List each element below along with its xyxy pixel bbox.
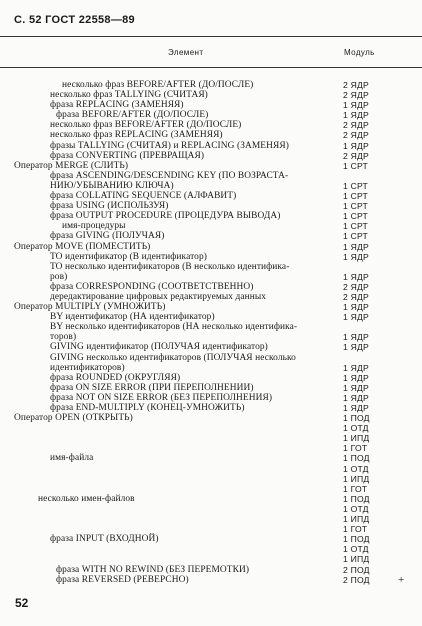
table-row — [0, 312, 422, 322]
module-value: 1 ГОТ — [343, 443, 368, 454]
module-value: 2 ЯДР — [343, 80, 369, 90]
module-value: 1 ЯДР — [343, 403, 369, 413]
table-row — [0, 353, 422, 363]
table-row — [0, 272, 422, 282]
element-text: фраза BEFORE/AFTER (ДО/ПОСЛЕ) — [56, 110, 209, 121]
table-row — [0, 201, 422, 211]
element-text: BY несколько идентификаторов (НА несколько идентифика- — [50, 322, 298, 333]
element-text: фраза REVERSED (РЕВЕРСНО) — [56, 574, 189, 585]
table-row — [0, 282, 422, 292]
module-value: 1 ЯДР — [343, 110, 369, 121]
table-row — [0, 242, 422, 252]
table-row — [0, 453, 422, 463]
module-value: 1 ГОТ — [343, 483, 368, 494]
element-text: BY идентификатор (НА идентификатор) — [50, 312, 215, 323]
table-row — [0, 171, 422, 181]
table-row — [0, 373, 422, 383]
module-value: 1 СРТ — [343, 180, 368, 191]
module-value: 2 ЯДР — [343, 150, 369, 161]
table-row — [0, 130, 422, 140]
module-value: 1 ПОД — [343, 413, 370, 424]
element-text: фразы TALLYING (СЧИТАЯ) и REPLACING (ЗАМЕНЯЯ) — [50, 140, 289, 151]
element-text: идентификаторов) — [50, 362, 125, 373]
module-value: 1 СРТ — [343, 231, 368, 242]
element-text: фраза INPUT (ВХОДНОЙ) — [50, 534, 159, 545]
module-value: 1 ПОД — [343, 534, 370, 545]
element-text: фраза ROUNDED (ОКРУГЛЯЯ) — [50, 372, 181, 383]
page-number: 52 — [15, 596, 29, 610]
module-value: 1 ОТД — [343, 463, 369, 474]
table-row — [0, 524, 422, 534]
table-body — [0, 80, 422, 585]
table-row — [0, 100, 422, 110]
module-value: 1 ОТД — [343, 423, 369, 434]
module-value: 1 ЯДР — [343, 392, 369, 403]
element-text: GIVING несколько идентификаторов (ПОЛУЧАЯ несколько — [50, 352, 296, 363]
element-text: фраза CORRESPONDING (СООТВЕТСТВЕННО) — [50, 281, 254, 292]
element-text: фраза WITH NO REWIND (БЕЗ ПЕРЕМОТКИ) — [56, 564, 250, 575]
table-row — [0, 423, 422, 433]
table-row — [0, 544, 422, 554]
module-value: 1 ЯДР — [343, 372, 369, 383]
element-text: торов) — [50, 332, 77, 343]
module-value: 1 ЯДР — [343, 312, 369, 323]
table-row — [0, 474, 422, 484]
element-text: несколько фраз BEFORE/AFTER (ДО/ПОСЛЕ) — [62, 80, 254, 90]
module-value: 1 ИПД — [343, 514, 370, 525]
table-row — [0, 80, 422, 90]
module-value: 1 ЯДР — [343, 362, 369, 373]
element-text: фраза NOT ON SIZE ERROR (БЕЗ ПЕРЕПОЛНЕНИЯ) — [50, 392, 273, 403]
module-value: 2 ЯДР — [343, 291, 369, 302]
module-value: 2 ПОД — [343, 574, 370, 585]
element-text: Оператор OPEN (ОТКРЫТЬ) — [14, 413, 133, 424]
module-value: 1 ЯДР — [343, 271, 369, 282]
table-row — [0, 211, 422, 221]
table-row — [0, 575, 422, 585]
module-value: 1 ПОД — [343, 453, 370, 464]
element-text: фраза ON SIZE ERROR (ПРИ ПЕРЕПОЛНЕНИИ) — [50, 382, 254, 393]
table-top-rule — [0, 36, 422, 37]
element-text: фраза CONVERTING (ПРЕВРАЩАЯ) — [50, 150, 205, 161]
table-row — [0, 231, 422, 241]
module-value: 1 ЯДР — [343, 241, 369, 252]
element-text: TO несколько идентификаторов (В несколько идентифика- — [50, 261, 290, 272]
module-value: 1 ОТД — [343, 544, 369, 555]
table-row — [0, 494, 422, 504]
module-value: 1 СРТ — [343, 191, 368, 202]
table-row — [0, 363, 422, 373]
module-value: 1 ЯДР — [343, 382, 369, 393]
element-text: TO идентификатор (В идентификатор) — [50, 251, 207, 262]
module-value: 1 СРТ — [343, 160, 368, 171]
page-header: С. 52 ГОСТ 22558—89 — [14, 14, 135, 26]
table-row — [0, 514, 422, 524]
table-row — [0, 292, 422, 302]
element-text: Оператор MULTIPLY (УМНОЖИТЬ) — [14, 302, 166, 313]
module-value: 1 ИПД — [343, 433, 370, 444]
table-row — [0, 433, 422, 443]
module-value: 1 ЯДР — [343, 332, 369, 343]
element-text: фраза USING (ИСПОЛЬЗУЯ) — [50, 201, 169, 212]
table-row — [0, 403, 422, 413]
table-row — [0, 262, 422, 272]
module-value: 1 ЯДР — [343, 251, 369, 262]
element-text: Оператор MERGE (СЛИТЬ) — [14, 160, 129, 171]
element-text: несколько фраз TALLYING (СЧИТАЯ) — [50, 90, 208, 101]
table-row — [0, 565, 422, 575]
table-row — [0, 221, 422, 231]
module-value: 1 ЯДР — [343, 140, 369, 151]
element-text: несколько имен-файлов — [38, 493, 135, 504]
table-row — [0, 484, 422, 494]
element-text: НИЮ/УБЫВАНИЮ КЛЮЧА) — [50, 180, 174, 191]
module-value: 2 ЯДР — [343, 281, 369, 292]
element-text: фраза ASCENDING/DESCENDING KEY (ПО ВОЗРАСТА- — [50, 170, 289, 181]
element-text: фраза OUTPUT PROCEDURE (ПРОЦЕДУРА ВЫВОДА) — [50, 211, 281, 222]
module-value: 1 СРТ — [343, 211, 368, 222]
table-row — [0, 90, 422, 100]
table-row — [0, 393, 422, 403]
element-text: фраза REPLACING (ЗАМЕНЯЯ) — [50, 100, 184, 111]
element-text: ров) — [50, 271, 68, 282]
module-value: 1 СРТ — [343, 221, 368, 232]
table-row — [0, 504, 422, 514]
plus-mark: + — [398, 573, 405, 586]
header-bottom-rule — [0, 67, 422, 68]
element-text: имя-файла — [50, 453, 94, 464]
module-value: 2 ПОД — [343, 564, 370, 575]
element-text: имя-процедуры — [62, 221, 126, 232]
table-row — [0, 161, 422, 171]
table-row — [0, 252, 422, 262]
table-row — [0, 302, 422, 312]
module-value: 1 ГОТ — [343, 524, 368, 535]
table-row — [0, 151, 422, 161]
table-row — [0, 110, 422, 120]
element-text: фраза GIVING (ПОЛУЧАЯ) — [50, 231, 165, 242]
table-row — [0, 141, 422, 151]
module-value: 2 ЯДР — [343, 90, 369, 101]
module-value: 1 ИПД — [343, 554, 370, 565]
element-text: несколько фраз BEFORE/AFTER (ДО/ПОСЛЕ) — [50, 120, 242, 131]
column-header-element: Элемент — [168, 48, 204, 57]
element-text: фраза END-MULTIPLY (КОНЕЦ-УМНОЖИТЬ) — [50, 403, 245, 413]
table-row — [0, 322, 422, 332]
module-value: 2 ЯДР — [343, 120, 369, 131]
module-value: 1 ОТД — [343, 503, 369, 514]
module-value: 1 ЯДР — [343, 342, 369, 353]
element-text: Оператор MOVE (ПОМЕСТИТЬ) — [14, 241, 151, 252]
table-row — [0, 554, 422, 564]
element-text: фраза COLLATING SEQUENCE (АЛФАВИТ) — [50, 191, 237, 202]
table-row — [0, 443, 422, 453]
table-row — [0, 534, 422, 544]
column-header-module: Модуль — [344, 48, 375, 57]
module-value: 1 СРТ — [343, 201, 368, 212]
element-text: несколько фраз REPLACING (ЗАМЕНЯЯ) — [50, 130, 223, 141]
module-value: 2 ЯДР — [343, 130, 369, 141]
table-row — [0, 413, 422, 423]
table-row — [0, 332, 422, 342]
element-text: GIVING идентификатор (ПОЛУЧАЯ идентификатор) — [50, 342, 268, 353]
table-row — [0, 342, 422, 352]
module-value: 1 ПОД — [343, 493, 370, 504]
module-value: 1 ЯДР — [343, 100, 369, 111]
table-row — [0, 191, 422, 201]
table-row — [0, 464, 422, 474]
element-text: дередактирование цифровых редактируемых данных — [50, 291, 267, 302]
module-value: 1 ИПД — [343, 473, 370, 484]
table-row — [0, 181, 422, 191]
table-row — [0, 120, 422, 130]
table-row — [0, 383, 422, 393]
module-value: 1 ЯДР — [343, 302, 369, 313]
